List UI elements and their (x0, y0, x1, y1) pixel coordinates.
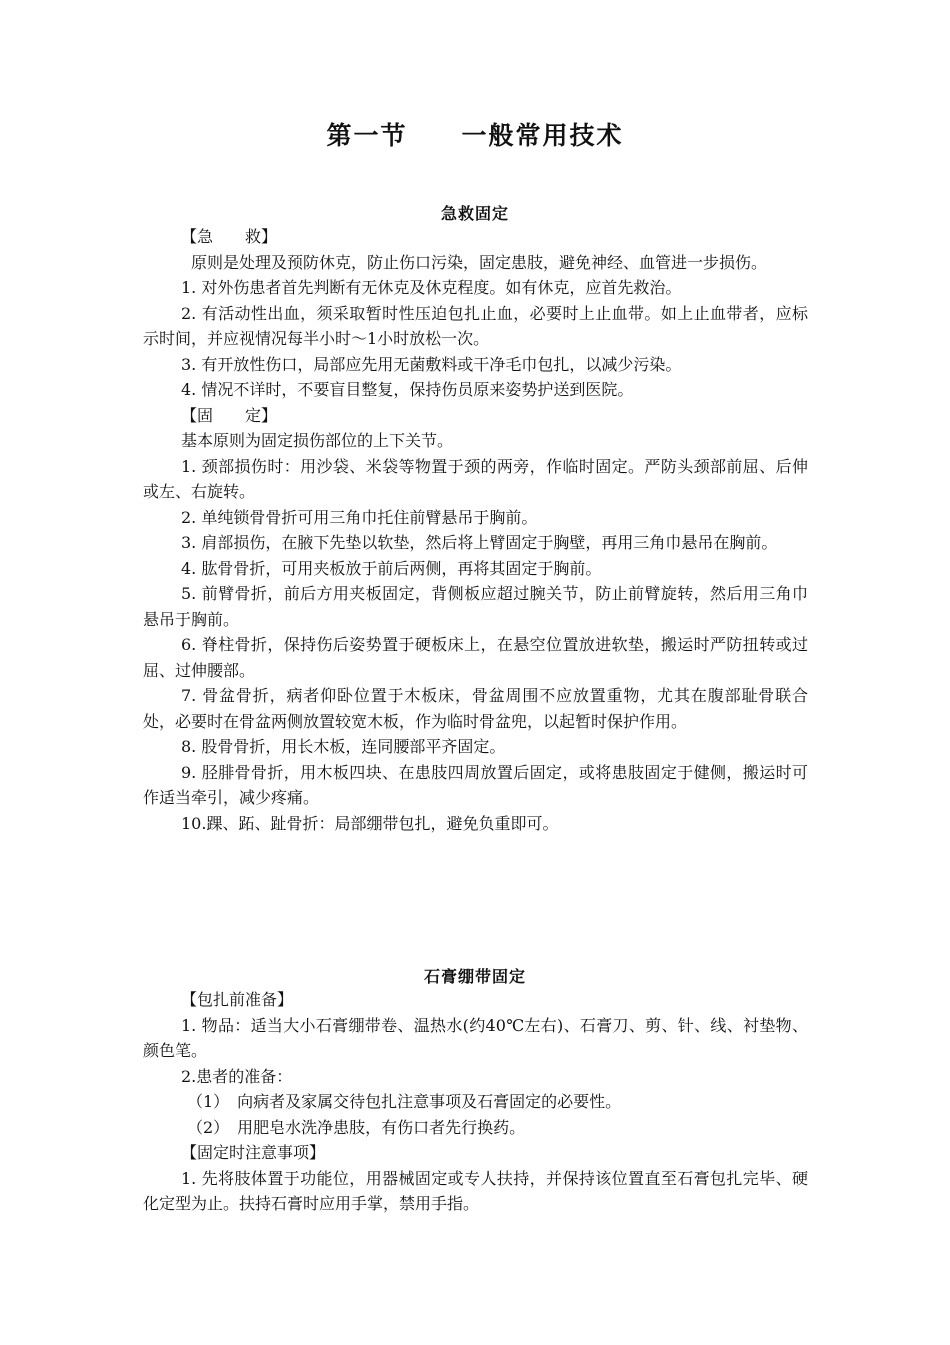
precaution-item: 1. 先将肢体置于功能位，用器械固定或专人扶持，并保持该位置直至石膏包扎完毕、硬化定型为止。扶持石膏时应用手掌，禁用手指。 (143, 1168, 808, 1213)
fixation-item: 10.踝、跖、趾骨折：局部绷带包扎，避免负重即可。 (181, 813, 559, 833)
fixation-item: 6. 脊柱骨折，保持伤后姿势置于硬板床上，在悬空位置放进软垫，搬运时严防扭转或过屈、过伸腰部。 (143, 635, 808, 680)
subheading-preparation: 【包扎前准备】 (181, 990, 294, 1009)
fixation-item: 4. 肱骨骨折，可用夹板放于前后两侧，再将其固定于胸前。 (181, 558, 602, 578)
section-plaster-body (143, 987, 808, 1217)
fixation-item: 5. 前臂骨折，前后方用夹板固定，背侧板应超过腕关节，防止前臂旋转，然后用三角巾悬吊于胸前。 (143, 584, 808, 629)
fixation-item: 9. 胫腓骨骨折，用木板四块、在患肢四周放置后固定，或将患肢固定于健侧，搬运时可作适当牵引，减少疼痛。 (143, 762, 808, 807)
patient-prep-item: （1） 向病者及家属交待包扎注意事项及石膏固定的必要性。 (187, 1092, 622, 1111)
subheading-first-aid: 【急 救】 (181, 227, 278, 246)
first-aid-principle: 原则是处理及预防休克，防止伤口污染，固定患肢，避免神经、血管进一步损伤。 (191, 252, 768, 272)
fixation-item: 1. 颈部损伤时：用沙袋、米袋等物置于颈的两旁，作临时固定。严防头颈部前屈、后伸或左、右旋转。 (143, 456, 808, 501)
first-aid-item: 4. 情况不详时，不要盲目整复，保持伤员原来姿势护送到医院。 (181, 380, 634, 399)
fixation-item: 7. 骨盆骨折，病者仰卧位置于木板床，骨盆周围不应放置重物，尤其在腹部耻骨联合处，必要时在骨盆两侧放置较宽木板，作为临时骨盆兜，以起暂时保护作用。 (143, 686, 808, 731)
fixation-item: 2. 单纯锁骨骨折可用三角巾托住前臂悬吊于胸前。 (181, 507, 538, 527)
first-aid-item: 3. 有开放性伤口，局部应先用无菌敷料或干净毛巾包扎，以减少污染。 (181, 354, 682, 374)
section-title-plaster-bandage: 石膏绷带固定 (423, 967, 526, 986)
first-aid-item: 1. 对外伤患者首先判断有无休克及休克程度。如有休克，应首先救治。 (181, 278, 682, 297)
prep-item: 2.患者的准备： (181, 1066, 293, 1086)
fixation-principle: 基本原则为固定损伤部位的上下关节。 (181, 431, 454, 450)
fixation-item: 8. 股骨骨折，用长木板，连同腰部平齐固定。 (181, 737, 506, 756)
prep-item: 1. 物品：适当大小石膏绷带卷、温热水(约40℃左右)、石膏刀、剪、针、线、衬垫物、颜色笔。 (143, 1015, 808, 1060)
subheading-precautions: 【固定时注意事项】 (181, 1143, 326, 1162)
patient-prep-item: （2） 用肥皂水洗净患肢，有伤口者先行换药。 (187, 1117, 526, 1137)
first-aid-item: 2. 有活动性出血，须采取暂时性压迫包扎止血，必要时上止血带。如上止血带者，应标示时间，并应视情况每半小时～1小时放松一次。 (143, 303, 808, 348)
section-emergency-body (143, 224, 808, 836)
fixation-item: 3. 肩部损伤，在腋下先垫以软垫，然后将上臂固定于胸壁，再用三角巾悬吊在胸前。 (181, 533, 778, 552)
subheading-fixation: 【固 定】 (181, 405, 278, 425)
section-title-emergency-fixation: 急救固定 (440, 204, 509, 223)
chapter-title: 第一节 一般常用技术 (326, 121, 624, 150)
